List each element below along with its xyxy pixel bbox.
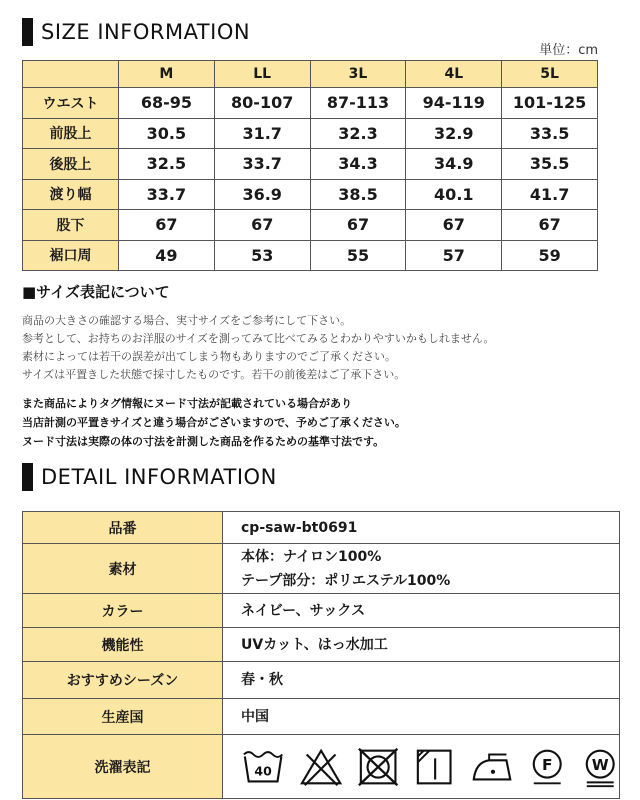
size-cell: 94-119 [406, 88, 502, 119]
detail-row-material [23, 544, 620, 594]
note-line: 参考として、お持ちのお洋服のサイズを測ってみて比べてみるとわかりやすいかもしれません。 [22, 332, 495, 345]
size-table-row [23, 88, 598, 119]
size-cell: 32.9 [406, 118, 502, 149]
size-section-title [22, 17, 250, 47]
size-cell: 57 [406, 240, 502, 271]
size-cell: 67 [119, 210, 215, 241]
size-table-row [23, 149, 598, 180]
note-bold-line: ヌード寸法は実際の体の寸法を計測した商品を作るための基準寸法です。 [22, 435, 385, 448]
size-cell: 59 [502, 240, 598, 271]
detail-value-line: 春・秋 [241, 672, 283, 688]
size-table-row [23, 179, 598, 210]
size-row-label: 裾口周 [23, 240, 119, 271]
unit-label: 単位：cm [539, 43, 598, 58]
size-table [22, 60, 598, 271]
detail-label: おすすめシーズン [23, 662, 223, 699]
note-bold-line: また商品によりタグ情報にヌード寸法が記載されている場合があり [22, 397, 352, 410]
detail-value-line: 中国 [241, 708, 269, 725]
detail-section-title [22, 462, 277, 492]
dryclean-f-icon [528, 746, 566, 788]
iron-low-icon [468, 746, 514, 788]
wash-40-icon [241, 746, 285, 788]
size-row-label: 股下 [23, 210, 119, 241]
size-header-cell: 4L [406, 61, 502, 88]
detail-value [223, 628, 620, 662]
size-cell: 33.5 [502, 118, 598, 149]
detail-row-product-code [23, 512, 620, 544]
size-cell: 101-125 [502, 88, 598, 119]
detail-row-country [23, 699, 620, 735]
size-cell: 31.7 [214, 118, 310, 149]
detail-label: 素材 [23, 544, 223, 594]
detail-row-care [23, 735, 620, 799]
care-icons [239, 746, 619, 788]
size-cell: 68-95 [119, 88, 215, 119]
size-header-cell: M [119, 61, 215, 88]
detail-value-line: 本体：ナイロン100% [241, 548, 382, 565]
size-cell: 34.3 [310, 149, 406, 180]
size-table-row [23, 240, 598, 271]
size-row-label: 後股上 [23, 149, 119, 180]
detail-row-function [23, 628, 620, 662]
care-icons-cell [223, 735, 620, 799]
detail-value [223, 544, 620, 594]
detail-label: 機能性 [23, 628, 223, 662]
size-notes-heading: ■サイズ表記について [22, 283, 170, 301]
size-table-corner [23, 61, 119, 88]
size-cell: 40.1 [406, 179, 502, 210]
size-header-cell: 5L [502, 61, 598, 88]
size-cell: 67 [502, 210, 598, 241]
size-cell: 38.5 [310, 179, 406, 210]
detail-value-line: ネイビー、サックス [241, 602, 366, 619]
detail-value-line: テープ部分：ポリエステル100% [241, 572, 451, 589]
dryclean-letter: F [542, 755, 553, 774]
size-cell: 33.7 [214, 149, 310, 180]
detail-label: 洗濯表記 [23, 735, 223, 799]
size-header-cell: LL [214, 61, 310, 88]
size-cell: 49 [119, 240, 215, 271]
note-line: サイズは平置きした状態で採寸したものです。若干の前後差はご了承下さい。 [22, 368, 406, 381]
detail-value [223, 594, 620, 628]
detail-title-text: DETAIL INFORMATION [41, 465, 277, 489]
wash-temp-text: 40 [254, 763, 272, 779]
size-cell: 55 [310, 240, 406, 271]
note-line: 商品の大きさの確認する場合、実寸サイズをご参考にして下さい。 [22, 314, 352, 327]
title-bar-decoration [22, 18, 33, 46]
size-cell: 41.7 [502, 179, 598, 210]
detail-value [223, 512, 620, 544]
size-cell: 67 [310, 210, 406, 241]
size-cell: 32.5 [119, 149, 215, 180]
size-cell: 87-113 [310, 88, 406, 119]
size-cell: 30.5 [119, 118, 215, 149]
size-title-text: SIZE INFORMATION [41, 20, 251, 44]
size-row-label: ウエスト [23, 88, 119, 119]
detail-label: 生産国 [23, 699, 223, 735]
detail-label: カラー [23, 594, 223, 628]
detail-value-line: UVカット、はっ水加工 [241, 636, 388, 653]
detail-row-color [23, 594, 620, 628]
size-cell: 34.9 [406, 149, 502, 180]
detail-row-season [23, 662, 620, 699]
size-table-header-row [23, 61, 598, 88]
drip-dry-shade-icon [414, 746, 454, 788]
note-line: 素材によっては若干の誤差が出てしまう物もありますのでご了承ください。 [22, 350, 396, 363]
detail-table [22, 511, 620, 799]
size-cell: 36.9 [214, 179, 310, 210]
wetclean-w-icon [581, 746, 619, 788]
size-table-row [23, 118, 598, 149]
size-cell: 32.3 [310, 118, 406, 149]
size-table-row [23, 210, 598, 241]
size-cell: 35.5 [502, 149, 598, 180]
title-bar-decoration [22, 463, 33, 491]
no-bleach-icon [299, 746, 343, 788]
detail-value [223, 662, 620, 699]
size-notes-body [22, 312, 495, 384]
size-cell: 53 [214, 240, 310, 271]
nude-size-notes [22, 394, 406, 451]
detail-value-line: cp-saw-bt0691 [241, 519, 358, 536]
size-cell: 67 [214, 210, 310, 241]
wetclean-letter: W [591, 755, 609, 774]
detail-value [223, 699, 620, 735]
no-tumble-dry-icon [357, 746, 399, 788]
size-cell: 67 [406, 210, 502, 241]
size-header-cell: 3L [310, 61, 406, 88]
size-row-label: 前股上 [23, 118, 119, 149]
size-cell: 33.7 [119, 179, 215, 210]
size-cell: 80-107 [214, 88, 310, 119]
size-row-label: 渡り幅 [23, 179, 119, 210]
detail-label: 品番 [23, 512, 223, 544]
note-bold-line: 当店計測の平置きサイズと違う場合がございますので、予めご了承ください。 [22, 416, 406, 429]
